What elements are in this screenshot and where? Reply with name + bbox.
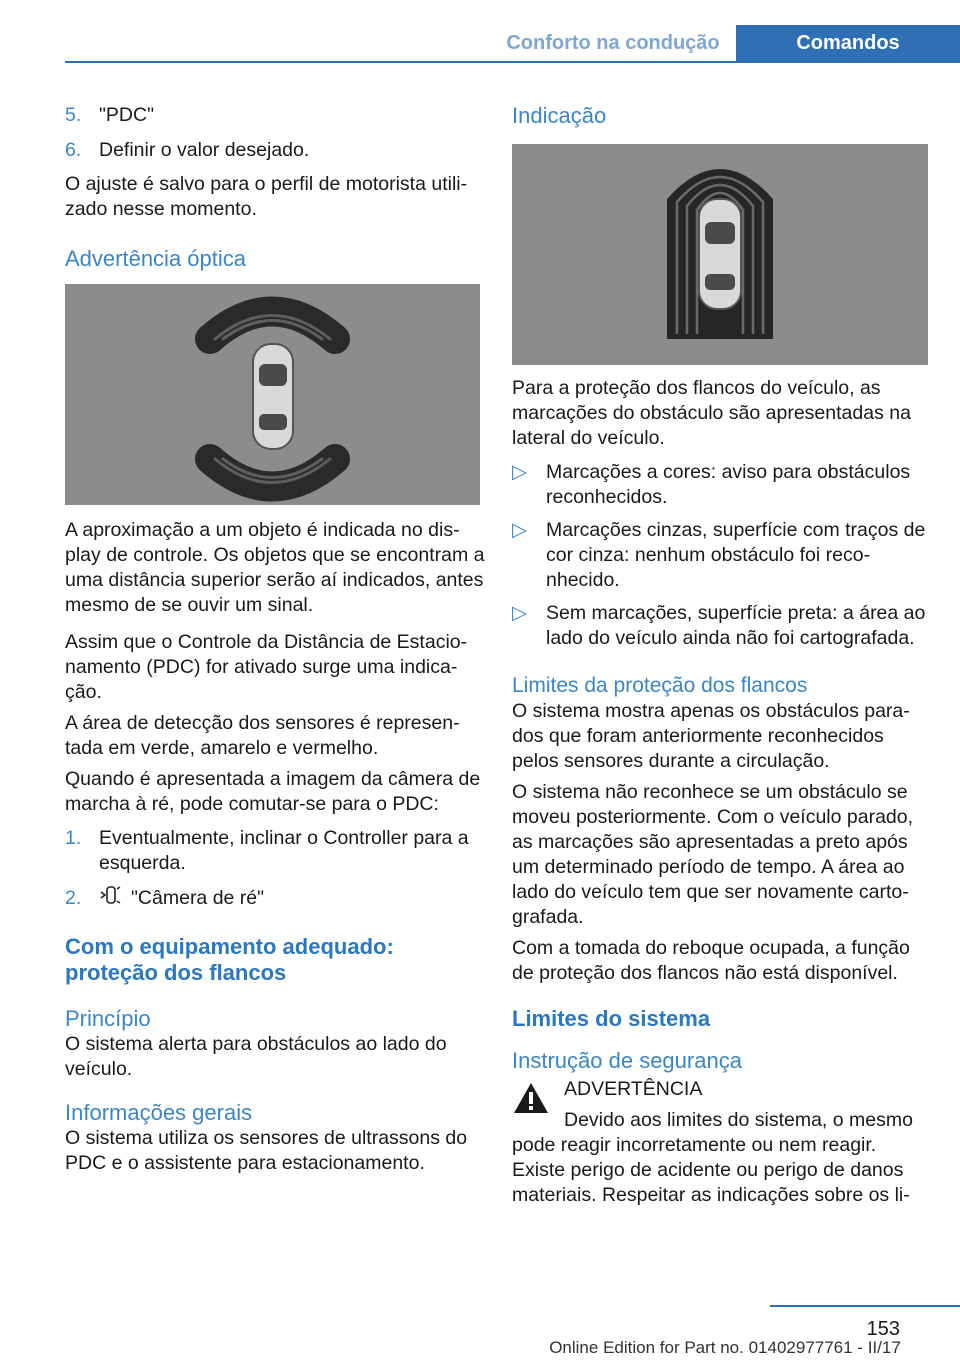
flank-protection-image [512, 144, 928, 365]
heading-general-info: Informações gerais [65, 1100, 253, 1125]
header-tab-active[interactable]: Comandos [736, 25, 960, 61]
heading-system-limits: Limites do sistema [512, 1006, 711, 1031]
heading-indication: Indicação [512, 103, 607, 128]
paragraph: Quando é apresentada a imagem da câmera de marcha à ré, pode comutar-se para o PDC: [65, 768, 481, 815]
heading-equipment-flank: Com o equipamento adequado: proteção dos flancos [65, 934, 394, 985]
warning-box [512, 1077, 932, 1208]
header-rule [65, 61, 960, 63]
warning-title: ADVERTÊNCIA [564, 1078, 703, 1100]
footer-edition: Online Edition for Part no. 01402977761 - II/17 [549, 1338, 901, 1357]
warning-text: Devido aos limites do sistema, o mesmo pode reagir incorretamente ou nem reagir. Existe perigo de acidente ou perigo de danos materiais. Respeitar as indicações sobre os li‐ [512, 1109, 913, 1206]
list-item: ▷ Marcações a cores: aviso para obstáculos reconhecidos. [512, 461, 911, 508]
list-item: 2. "Câmera de ré" [65, 885, 485, 912]
paragraph: A área de detecção dos sensores é represen‐ tada em verde, amarelo e vermelho. [65, 712, 460, 759]
paragraph: A aproximação a um objeto é indicada no dis‐ play de controle. Os objetos que se encontram a uma distância superior serão aí indicados, antes mesmo de se ouvir um sinal. [65, 519, 485, 616]
list-item: 1. Eventualmente, inclinar o Controller para a esquerda. [65, 827, 469, 874]
heading-optical-warning: Advertência óptica [65, 246, 246, 271]
left-column [65, 103, 485, 271]
page-number: 153 [866, 1318, 900, 1340]
heading-safety-instruction: Instrução de segurança [512, 1048, 742, 1073]
right-column-body [512, 376, 932, 1208]
list-item: ▷ Sem marcações, superfície preta: a área ao lado do veículo ainda não foi cartografada. [512, 602, 926, 649]
list-item: 6. Definir o valor desejado. [65, 139, 310, 161]
warning-icon [512, 1081, 550, 1122]
paragraph: Para a proteção dos flancos do veículo, as marcações do obstáculo são apresentadas na lateral do veículo. [512, 377, 911, 449]
rear-camera-icon [99, 885, 123, 912]
flank-protection-illustration [512, 144, 928, 365]
paragraph: O sistema não reconhece se um obstáculo se moveu posteriormente. Com o veículo parado, as marcações são apresentadas a preto após um determinado período de tempo. A área ao lado do veículo tem que ser novamente carto‐ grafada. [512, 781, 914, 928]
heading-principle: Princípio [65, 1006, 151, 1031]
left-column-body [65, 518, 485, 1176]
footer-rule [770, 1305, 960, 1307]
list-item: 5. "PDC" [65, 104, 155, 126]
paragraph: O ajuste é salvo para o perfil de motorista utili‐ zado nesse momento. [65, 173, 468, 220]
heading-flank-limits: Limites da proteção dos flancos [512, 674, 808, 697]
paragraph: O sistema alerta para obstáculos ao lado do veículo. [65, 1033, 447, 1080]
bullet-triangle-icon: ▷ [512, 461, 527, 483]
paragraph: Com a tomada do reboque ocupada, a função de proteção dos flancos não está disponível. [512, 937, 910, 984]
list-item: ▷ Marcações cinzas, superfície com traços de cor cinza: nenhum obstáculo foi reco‐ nhecido. [512, 519, 926, 591]
pdc-display-illustration [65, 284, 480, 505]
paragraph: Assim que o Controle da Distância de Estacio‐ namento (PDC) for ativado surge uma indica‐ ção. [65, 631, 468, 703]
pdc-display-image [65, 284, 480, 505]
paragraph: O sistema utiliza os sensores de ultrassons do PDC e o assistente para estacionamento. [65, 1127, 468, 1174]
paragraph: O sistema mostra apenas os obstáculos para‐ dos que foram anteriormente reconhecidos pelos sensores durante a circulação. [512, 700, 910, 772]
header-section-label[interactable]: Conforto na condução [506, 31, 720, 54]
bullet-triangle-icon: ▷ [512, 602, 527, 624]
bullet-triangle-icon: ▷ [512, 519, 527, 541]
